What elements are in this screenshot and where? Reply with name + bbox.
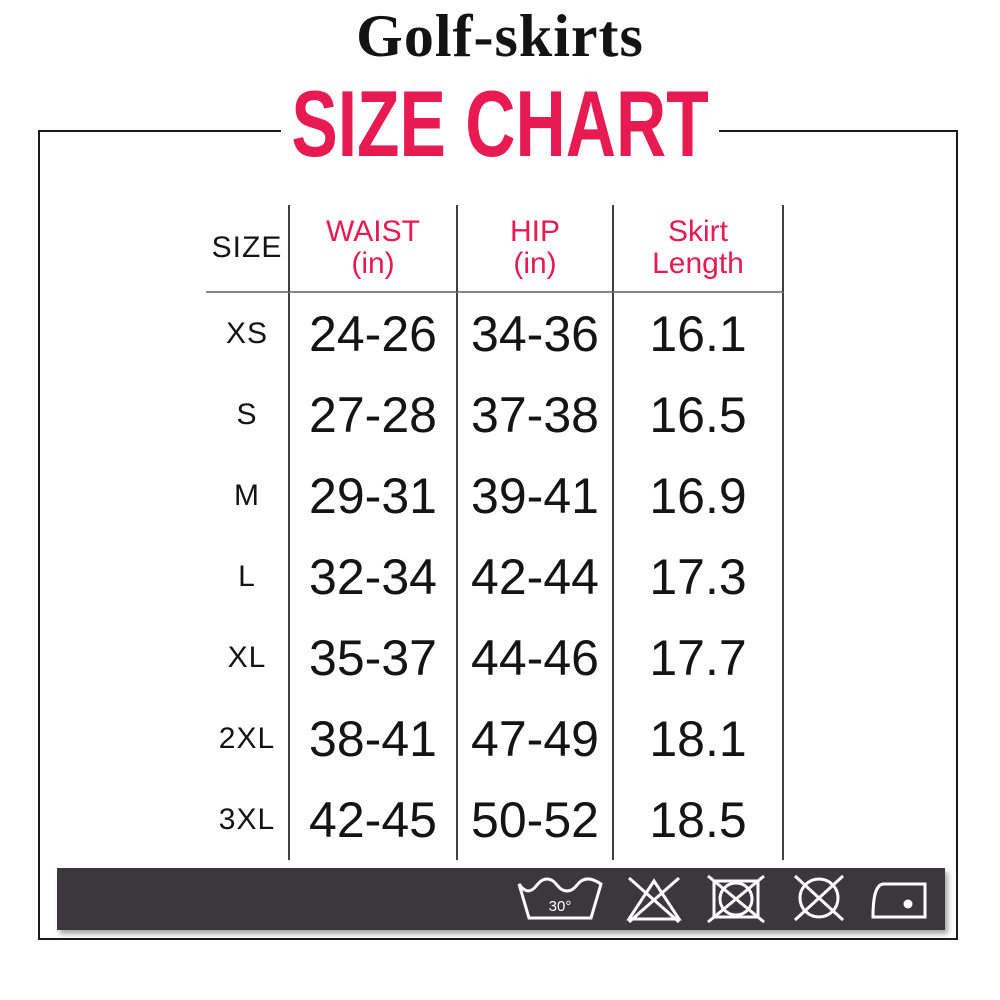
table-cell-waist-s: 27-28: [288, 374, 456, 455]
column-header-skirt-length: [612, 205, 784, 293]
table-cell-length-s: 16.5: [612, 374, 784, 455]
table-cell-hip-xs: 34-36: [456, 293, 612, 374]
table-cell-hip-2xl: 47-49: [456, 698, 612, 779]
do-not-dry-clean-icon: [786, 874, 852, 924]
table-cell-length-2xl: 18.1: [612, 698, 784, 779]
column-header-waist: [288, 205, 456, 293]
table-cell-size-xs: XS: [225, 316, 269, 350]
table-cell-size-2xl: 2XL: [218, 721, 276, 755]
chart-heading-wrap: [0, 71, 1000, 176]
table-cell-length-l: 17.3: [612, 536, 784, 617]
table-cell-waist-xl: 35-37: [288, 617, 456, 698]
table-cell-length-xl: 17.7: [612, 617, 784, 698]
table-cell-hip-s: 37-38: [456, 374, 612, 455]
column-header-waist-label: WAIST: [326, 214, 420, 248]
column-header-hip-label: HIP: [509, 214, 560, 248]
table-cell-hip-xl: 44-46: [456, 617, 612, 698]
table-cell-waist-l: 32-34: [288, 536, 456, 617]
column-header-hip-unit: (in): [513, 247, 557, 280]
page-title: SIZE CHART: [281, 79, 719, 168]
do-not-tumble-dry-icon: [703, 874, 769, 924]
column-header-waist-unit: (in): [351, 247, 395, 280]
table-cell-size-l: L: [238, 559, 256, 593]
iron-low-heat-icon: [869, 875, 929, 923]
column-header-skirt-sub: Length: [652, 247, 744, 280]
table-cell-length-xs: 16.1: [612, 293, 784, 374]
table-cell-waist-m: 29-31: [288, 455, 456, 536]
table-cell-size-3xl: 3XL: [218, 802, 276, 836]
size-table: [206, 205, 784, 860]
table-cell-size-xl: XL: [227, 640, 267, 674]
table-cell-length-3xl: 18.5: [612, 779, 784, 860]
column-header-hip: [456, 205, 612, 293]
table-cell-waist-xs: 24-26: [288, 293, 456, 374]
table-cell-hip-3xl: 50-52: [456, 779, 612, 860]
column-header-size: [206, 205, 288, 293]
machine-wash-30-icon: [515, 874, 605, 924]
table-cell-hip-l: 42-44: [456, 536, 612, 617]
table-cell-length-m: 16.9: [612, 455, 784, 536]
do-not-bleach-icon: [622, 874, 686, 924]
table-cell-waist-3xl: 42-45: [288, 779, 456, 860]
care-instructions-bar: [57, 868, 945, 930]
table-cell-hip-m: 39-41: [456, 455, 612, 536]
column-header-size-label: SIZE: [211, 230, 283, 264]
column-header-skirt-label: Skirt: [668, 214, 728, 248]
table-cell-waist-2xl: 38-41: [288, 698, 456, 779]
table-cell-size-s: S: [236, 397, 258, 431]
table-cell-size-m: M: [234, 478, 260, 512]
brand-title: Golf-skirts: [356, 3, 644, 69]
wash-temperature-label: 30°: [548, 898, 572, 915]
